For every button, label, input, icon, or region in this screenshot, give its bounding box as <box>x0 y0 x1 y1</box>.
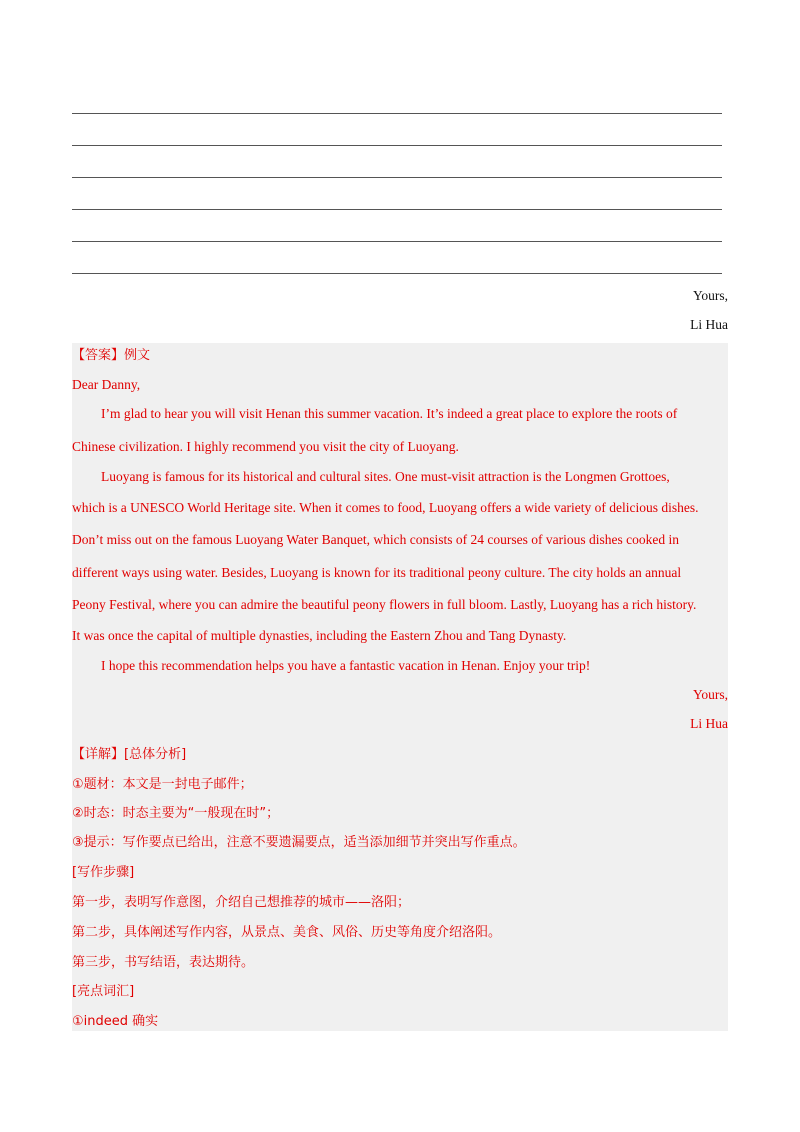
step-item: 第二步，具体阐述写作内容，从景点、美食、风俗、历史等角度介绍洛阳。 <box>72 925 502 940</box>
essay-line: Peony Festival, where you can admire the beautiful peony flowers in full bloom. Lastly, Luoyang has a rich history. <box>72 597 697 612</box>
analysis-item: ①题材：本文是一封电子邮件； <box>72 777 253 792</box>
essay-line: which is a UNESCO World Heritage site. When it comes to food, Luoyang offers a wide variety of delicious dishes. <box>72 500 699 515</box>
greeting: Dear Danny, <box>72 377 141 392</box>
steps-heading: [写作步骤] <box>72 865 135 880</box>
answer-closing: Yours, <box>692 687 728 702</box>
explanation-label-text: [总体分析] <box>124 747 187 762</box>
writing-line <box>72 273 722 274</box>
essay-line: Don’t miss out on the famous Luoyang Water Banquet, which consists of 24 courses of various dishes cooked in <box>72 532 679 547</box>
answer-label-bracket: 【答案】 <box>72 348 125 363</box>
highlight-item: ①indeed 确实 <box>72 1014 159 1029</box>
explanation-label-bracket: 【详解】 <box>72 747 125 762</box>
highlights-heading: [亮点词汇] <box>72 984 135 999</box>
essay-line: Luoyang is famous for its historical and cultural sites. One must-visit attraction is the Longmen Grottoes, <box>101 469 670 484</box>
explanation-label <box>72 745 186 764</box>
essay-line: It was once the capital of multiple dynasties, including the Eastern Zhou and Tang Dynasty. <box>72 628 567 643</box>
step-item: 第一步，表明写作意图，介绍自己想推荐的城市——洛阳； <box>72 895 411 910</box>
writing-line <box>72 209 722 210</box>
essay-line: different ways using water. Besides, Luoyang is known for its traditional peony culture. The city holds an annual <box>72 565 682 580</box>
writing-line <box>72 113 722 114</box>
answer-label-text: 例文 <box>124 348 151 363</box>
analysis-item: ③提示：写作要点已给出，注意不要遗漏要点，适当添加细节并突出写作重点。 <box>72 835 526 850</box>
step-item: 第三步，书写结语，表达期待。 <box>72 955 255 970</box>
essay-line: I’m glad to hear you will visit Henan this summer vacation. It’s indeed a great place to explore the roots of <box>101 406 678 421</box>
analysis-item: ②时态：时态主要为“一般现在时”； <box>72 806 280 821</box>
answer-label <box>72 346 150 365</box>
signoff-name: Li Hua <box>690 317 728 332</box>
signoff-closing: Yours, <box>692 288 728 303</box>
essay-line: I hope this recommendation helps you have a fantastic vacation in Henan. Enjoy your trip! <box>101 658 591 673</box>
essay-line: Chinese civilization. I highly recommend you visit the city of Luoyang. <box>72 439 459 454</box>
writing-line <box>72 241 722 242</box>
writing-line <box>72 177 722 178</box>
answer-name: Li Hua <box>690 716 728 731</box>
writing-line <box>72 145 722 146</box>
